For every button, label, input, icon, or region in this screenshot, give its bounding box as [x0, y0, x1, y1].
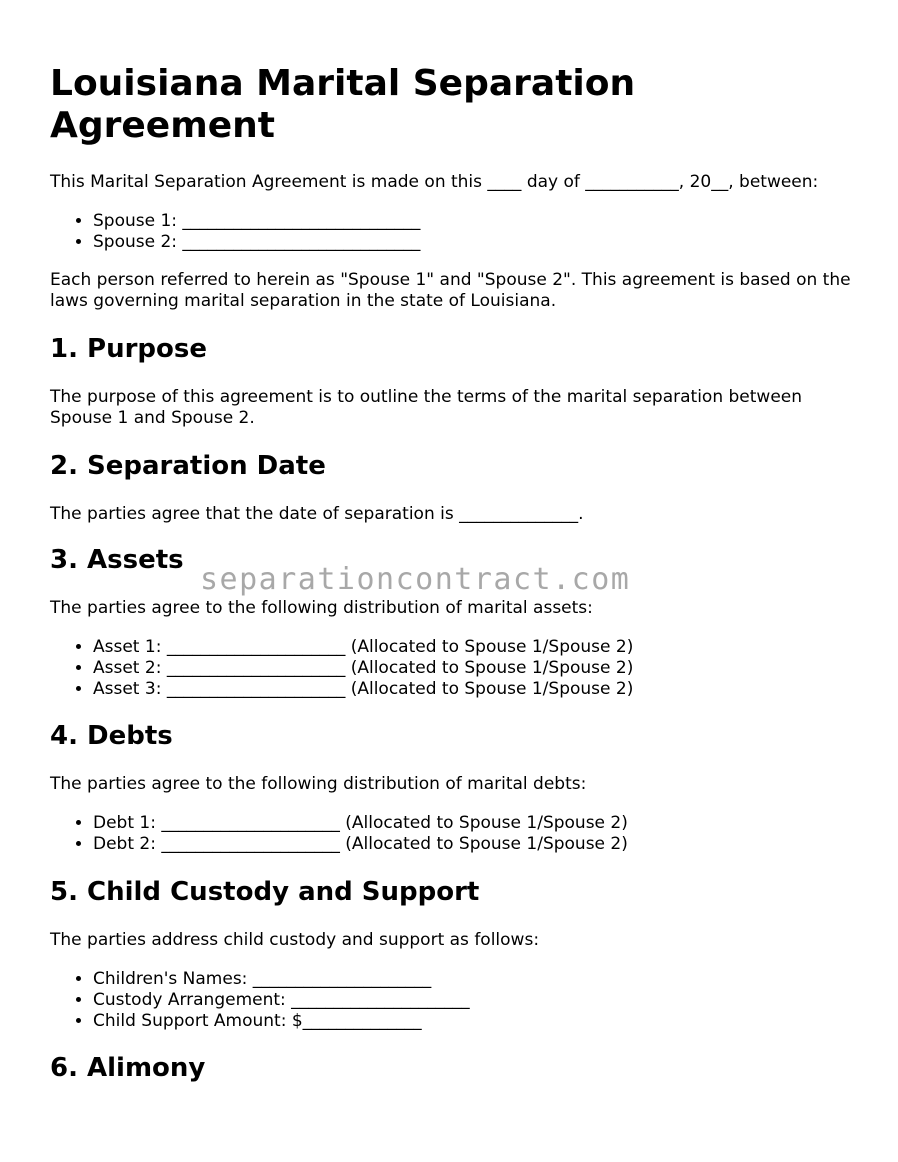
intro-paragraph: This Marital Separation Agreement is made on this ____ day of ___________, 20__, between: — [50, 172, 819, 192]
document-title: Louisiana Marital Separation Agreement — [50, 63, 636, 146]
assets-list — [50, 637, 853, 700]
assets-heading: 3. Assets — [50, 545, 184, 575]
purpose-text: The purpose of this agreement is to outline the terms of the marital separation between Spouse 1 and Spouse 2. — [50, 387, 803, 428]
assets-text: The parties agree to the following distribution of marital assets: — [50, 598, 593, 618]
debts-heading: 4. Debts — [50, 721, 173, 751]
debts-list — [50, 813, 853, 855]
spouse-2-line: • Spouse 2: ____________________________ — [93, 232, 853, 253]
child-support-amount-line: • Child Support Amount: $______________ — [93, 1011, 853, 1032]
child-custody-text: The parties address child custody and support as follows: — [50, 930, 540, 950]
purpose-heading: 1. Purpose — [50, 334, 207, 364]
spouse-1-line: • Spouse 1: ____________________________ — [93, 211, 853, 232]
child-custody-heading: 5. Child Custody and Support — [50, 877, 480, 907]
separation-date-text: The parties agree that the date of separation is ______________. — [50, 504, 584, 524]
asset-1-line: • Asset 1: _____________________ (Allocated to Spouse 1/Spouse 2) — [93, 637, 853, 658]
debt-1-line: • Debt 1: _____________________ (Allocated to Spouse 1/Spouse 2) — [93, 813, 853, 834]
debt-2-line: • Debt 2: _____________________ (Allocated to Spouse 1/Spouse 2) — [93, 834, 853, 855]
debts-text: The parties agree to the following distribution of marital debts: — [50, 774, 587, 794]
alimony-heading: 6. Alimony — [50, 1053, 206, 1083]
child-custody-list — [50, 969, 853, 1032]
separation-date-heading: 2. Separation Date — [50, 451, 326, 481]
preamble-paragraph: Each person referred to herein as "Spouse 1" and "Spouse 2". This agreement is based on the laws governing marital separation in the state of Louisiana. — [50, 270, 851, 311]
asset-2-line: • Asset 2: _____________________ (Allocated to Spouse 1/Spouse 2) — [93, 658, 853, 679]
children-names-line: • Children's Names: _____________________ — [93, 969, 853, 990]
asset-3-line: • Asset 3: _____________________ (Allocated to Spouse 1/Spouse 2) — [93, 679, 853, 700]
spouse-list — [50, 211, 853, 253]
watermark-text: separationcontract.com — [200, 562, 631, 597]
custody-arrangement-line: • Custody Arrangement: _____________________ — [93, 990, 853, 1011]
